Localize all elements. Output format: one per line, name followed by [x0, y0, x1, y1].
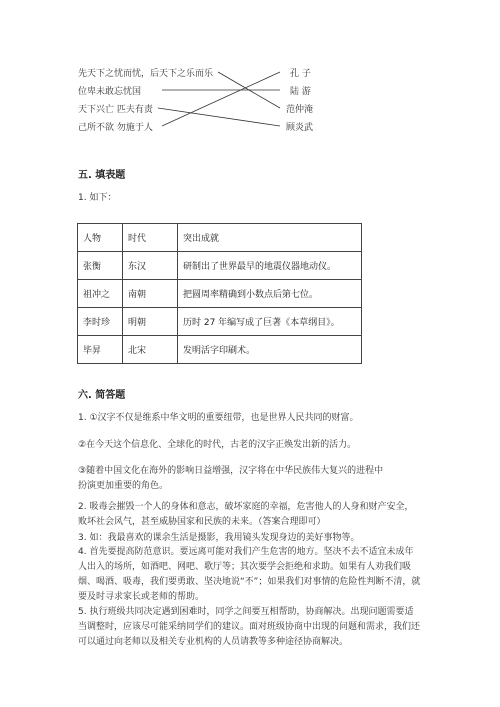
header-cell: 突出成就 — [178, 224, 362, 252]
match-line — [162, 72, 280, 126]
matching-left-item: 先天下之忧而忧，后天下之乐而乐 — [78, 69, 214, 79]
table-row — [78, 336, 362, 364]
answer-paragraph: ③随着中国文化在海外的影响日益增强，汉字将在中华民族伟大复兴的进程中 — [78, 466, 384, 476]
table-row — [78, 308, 362, 336]
table-cell: 东汉 — [123, 252, 178, 280]
achievements-table — [77, 223, 362, 364]
table-cell: 发明活字印刷术。 — [178, 336, 362, 364]
section-title: 五. 填表题 — [78, 170, 126, 181]
header-cell: 人物 — [78, 224, 123, 252]
answer-paragraph: 扮演更加重要的角色。 — [78, 481, 169, 491]
answer-paragraph: 3. 如：我最喜欢的课余生活是摄影，我用镜头发现身边的美好事物等。 — [78, 533, 360, 543]
table-row — [78, 280, 362, 308]
table-cell: 历时 27 年编写成了巨著《本草纲目》。 — [178, 308, 362, 336]
matching-right-item: 范仲淹 — [286, 105, 314, 115]
answer-paragraph: ②在今天这个信息化、全球化的时代，古老的汉字正焕发出新的活力。 — [78, 440, 357, 450]
matching-right-item: 陆 游 — [290, 87, 311, 97]
matching-right-item: 顾炎武 — [286, 123, 314, 133]
table-cell: 明朝 — [123, 308, 178, 336]
answer-paragraph: 4. 首先要提高防范意识。要远离可能对我们产生危害的地方。坚决不去不适宜未成年人出入的场所，如酒吧、网吧、歌厅等；其次要学会拒绝和求助。如果有人劝我们吸烟、喝酒、吸毒，我们要勇敢、坚决地说“不”；如果我们对事情的危险性判断不清，就要及时寻求家长或老师的帮助。 — [78, 547, 421, 602]
matching-left-item: 己所不欲 勿施于人 — [78, 123, 153, 133]
question-intro: 1. 如下： — [78, 193, 117, 203]
matching-left-item: 天下兴亡 匹夫有责 — [78, 105, 153, 115]
table-cell: 李时珍 — [78, 308, 123, 336]
table-row — [78, 252, 362, 280]
table-cell: 毕昇 — [78, 336, 123, 364]
table-cell: 南朝 — [123, 280, 178, 308]
matching-left-item: 位卑未敢忘忧国 — [78, 87, 142, 97]
header-cell: 时代 — [123, 224, 178, 252]
answer-paragraph: 1. ①汉字不仅是维系中华文明的重要纽带，也是世界人民共同的财富。 — [78, 413, 359, 423]
match-line — [158, 108, 280, 126]
answer-paragraph: 5. 执行班级共同决定遇到困难时，同学之间要互相帮助，协商解决。出现问题需要适当调整时，应该尽可能采纳同学们的建议。面对班级协商中出现的问题和需求，我们还可以通过向老师以及相关专业机构的人员请教等多种途径协商解决。 — [78, 607, 421, 647]
section-title: 六. 简答题 — [78, 390, 126, 401]
matching-lines — [0, 0, 500, 160]
table-cell: 祖冲之 — [78, 280, 123, 308]
answer-paragraph: 2. 吸毒会摧毁一个人的身体和意志，破坏家庭的幸福，危害他人的人身和财产安全，败坏社会风气，甚至威胁国家和民族的未来。（答案合理即可） — [78, 502, 414, 527]
table-cell: 张衡 — [78, 252, 123, 280]
matching-right-item: 孔 子 — [290, 69, 311, 79]
table-header-row — [78, 224, 362, 252]
table-cell: 北宋 — [123, 336, 178, 364]
table-cell: 把圆周率精确到小数点后第七位。 — [178, 280, 362, 308]
table-cell: 研制出了世界最早的地震仪器地动仪。 — [178, 252, 362, 280]
